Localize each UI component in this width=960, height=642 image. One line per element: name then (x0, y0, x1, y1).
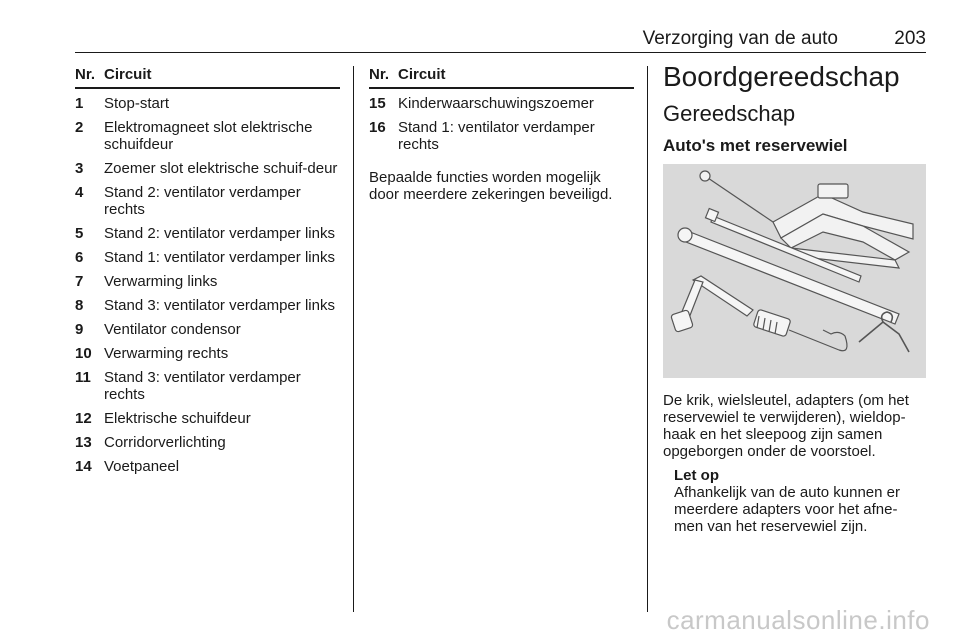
fuse-circuit: Zoemer slot elektrische schuif-deur (104, 160, 338, 177)
fuse-number: 6 (75, 249, 84, 266)
column-header-nr: Nr. (369, 66, 390, 83)
table-row (75, 160, 340, 177)
fuse-circuit: Kinderwaarschuwingszoemer (398, 95, 594, 112)
fuse-circuit: Verwarming links (104, 273, 218, 290)
table-row (75, 119, 340, 153)
tools-section (663, 61, 926, 535)
fuse-number: 1 (75, 95, 84, 112)
fuse-number: 11 (75, 369, 91, 386)
fuse-number: 16 (369, 119, 386, 136)
fuse-circuit: Stand 1: ventilator verdamper rechts (398, 119, 595, 153)
table-row (75, 410, 340, 427)
fuse-number: 10 (75, 345, 92, 362)
table-body (75, 95, 340, 475)
table-row (75, 225, 340, 242)
column-header-circuit: Circuit (398, 66, 446, 83)
fuse-circuit: Elektrische schuifdeur (104, 410, 251, 427)
fuse-number: 4 (75, 184, 84, 201)
table-row (75, 369, 340, 403)
fuse-circuit: Voetpaneel (104, 458, 180, 475)
tools-description: De krik, wielsleutel, adapters (om het reservewiel te verwijderen), wieldop-haak en het sleepoog zijn samen opgeborgen onder de voorstoel. (663, 392, 909, 460)
table-row (75, 249, 340, 266)
column-divider (353, 66, 354, 612)
fuse-circuit: Ventilator condensor (104, 321, 241, 338)
fuse-number: 2 (75, 119, 84, 136)
fuse-number: 13 (75, 434, 92, 451)
fuse-circuit: Stand 3: ventilator verdamper links (104, 297, 335, 314)
table-row (75, 434, 340, 451)
column-header-circuit: Circuit (104, 66, 152, 83)
fuse-circuit: Elektromagneet slot elektrische schuifdeur (104, 119, 313, 153)
table-header (75, 66, 340, 89)
fuse-note: Bepaalde functies worden mogelijk door meerdere zekeringen beveiligd. (369, 169, 613, 203)
table-body (369, 95, 634, 153)
fuse-circuit: Corridorverlichting (104, 434, 226, 451)
table-row (75, 184, 340, 218)
page-header (75, 28, 926, 53)
table-row (75, 297, 340, 314)
fuse-circuit: Stand 2: ventilator verdamper rechts (104, 184, 301, 218)
fuse-number: 5 (75, 225, 84, 242)
table-row (75, 458, 340, 475)
fuse-number: 8 (75, 297, 84, 314)
column-header-nr: Nr. (75, 66, 96, 83)
note-title: Let op (674, 467, 719, 484)
fuse-number: 3 (75, 160, 84, 177)
table-row (75, 321, 340, 338)
fuse-table-right (369, 66, 634, 203)
table-row (75, 273, 340, 290)
fuse-circuit: Stand 1: ventilator verdamper links (104, 249, 335, 266)
fuse-circuit: Verwarming rechts (104, 345, 229, 362)
section-heading: Boordgereedschap (663, 61, 900, 92)
fuse-table-left (75, 66, 340, 482)
page-number: 203 (894, 28, 926, 49)
fuse-circuit: Stop-start (104, 95, 170, 112)
note-box (674, 467, 926, 535)
fuse-number: 15 (369, 95, 386, 112)
car-jack-and-tools-icon (663, 164, 926, 378)
column-divider (647, 66, 648, 612)
fuse-number: 9 (75, 321, 84, 338)
table-row (369, 119, 634, 153)
note-body: Afhankelijk van de auto kunnen er meerdere adapters voor het afne-men van het reservewiel zijn. (674, 484, 900, 535)
fuse-circuit: Stand 3: ventilator verdamper rechts (104, 369, 301, 403)
header-title: Verzorging van de auto (642, 28, 838, 49)
table-row (369, 95, 634, 112)
fuse-number: 14 (75, 458, 92, 475)
fuse-number: 7 (75, 273, 84, 290)
section-subheading: Gereedschap (663, 101, 796, 126)
table-header (369, 66, 634, 89)
section-subsubheading: Auto's met reservewiel (663, 136, 848, 155)
fuse-circuit: Stand 2: ventilator verdamper links (104, 225, 335, 242)
fuse-number: 12 (75, 410, 92, 427)
table-row (75, 95, 340, 112)
table-row (75, 345, 340, 362)
watermark: carmanualsonline.info (666, 605, 930, 635)
